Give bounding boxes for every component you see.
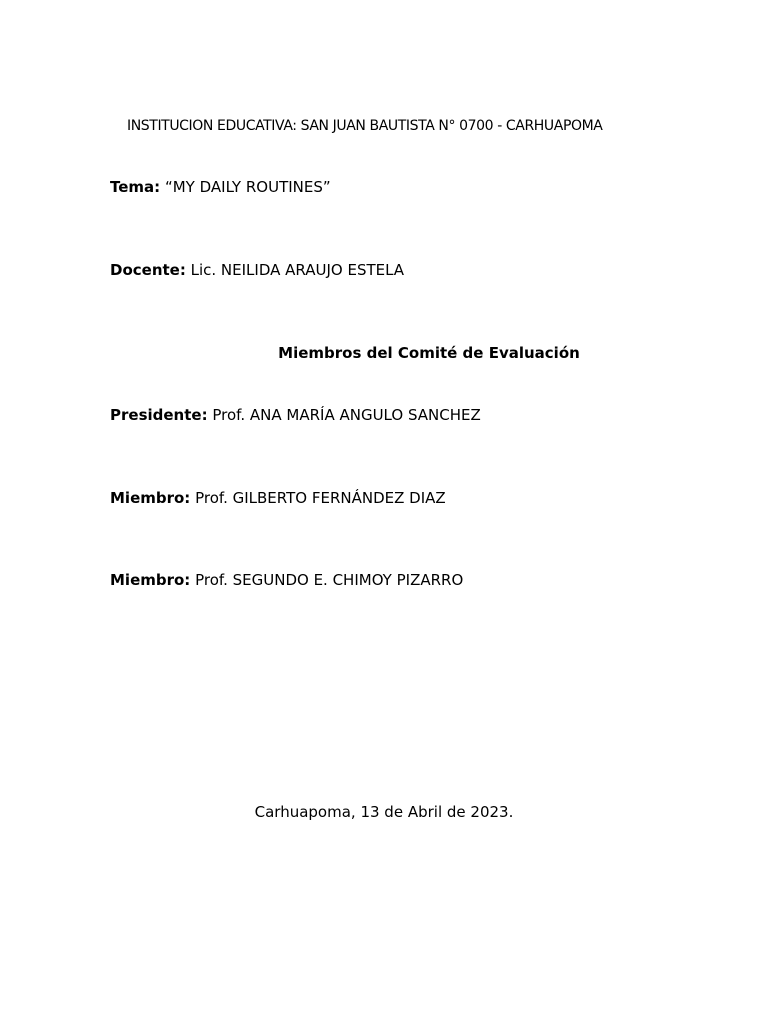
presidente-line — [110, 406, 481, 424]
miembro-line-1 — [110, 489, 446, 507]
miembro-value-1: Prof. GILBERTO FERNÁNDEZ DIAZ — [195, 489, 446, 507]
miembro-value-2: Prof. SEGUNDO E. CHIMOY PIZARRO — [195, 571, 464, 589]
tema-label: Tema: — [110, 178, 161, 196]
place-date: Carhuapoma, 13 de Abril de 2023. — [254, 803, 514, 821]
presidente-label: Presidente: — [110, 406, 208, 424]
miembro-label-1: Miembro: — [110, 489, 191, 507]
institution-header: INSTITUCION EDUCATIVA: SAN JUAN BAUTISTA N° 0700 - CARHUAPOMA — [127, 118, 603, 134]
committee-title: Miembros del Comité de Evaluación — [278, 344, 580, 362]
docente-value: Lic. NEILIDA ARAUJO ESTELA — [190, 261, 405, 279]
tema-line — [110, 178, 331, 196]
presidente-value: Prof. ANA MARÍA ANGULO SANCHEZ — [212, 406, 481, 424]
tema-value: “MY DAILY ROUTINES” — [164, 178, 331, 196]
miembro-label-2: Miembro: — [110, 571, 191, 589]
docente-line — [110, 261, 404, 279]
docente-label: Docente: — [110, 261, 186, 279]
miembro-line-2 — [110, 571, 463, 589]
